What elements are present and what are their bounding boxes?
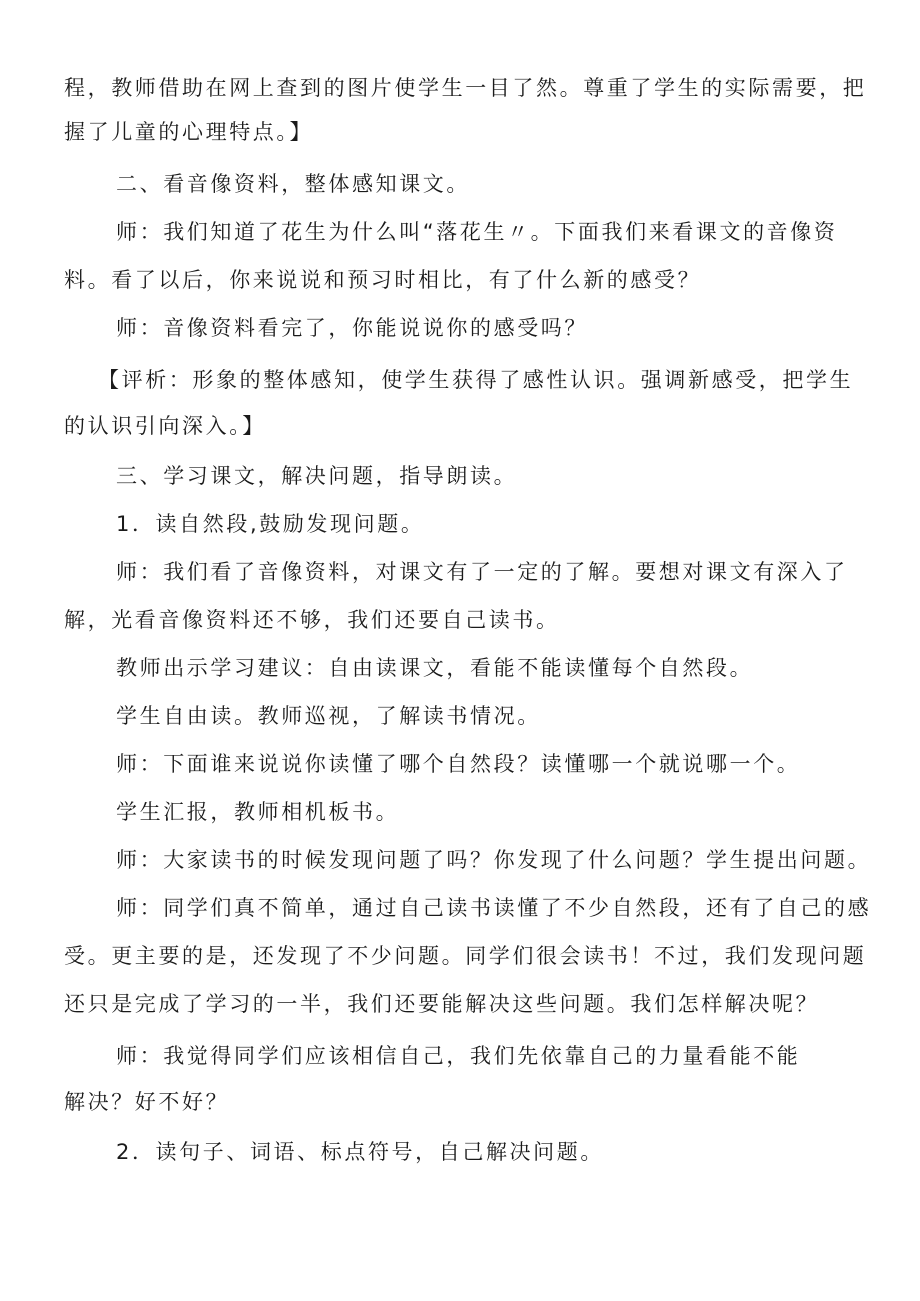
text-line: 解决？好不好？: [64, 1090, 230, 1114]
text-line: 师：同学们真不简单，通过自己读书读懂了不少自然段，还有了自己的感: [116, 896, 872, 920]
text-line: 【评析：形象的整体感知，使学生获得了感性认识。强调新感受，把学生: [98, 368, 854, 392]
text-line: 师：音像资料看完了，你能说说你的感受吗？: [116, 316, 588, 340]
text-line: 师：我们看了音像资料，对课文有了一定的了解。要想对课文有深入了: [116, 560, 848, 584]
text-line: 的认识引向深入。】: [64, 414, 266, 438]
text-line: 师：下面谁来说说你读懂了哪个自然段？读懂哪一个就说哪一个。: [116, 752, 801, 776]
text-line: 学生汇报，教师相机板书。: [116, 800, 400, 824]
text-line: 解，光看音像资料还不够，我们还要自己读书。: [64, 608, 560, 632]
text-line: 料。看了以后，你来说说和预习时相比，有了什么新的感受？: [64, 268, 702, 292]
text-line: 程，教师借助在网上查到的图片使学生一目了然。尊重了学生的实际需要，把: [64, 76, 867, 100]
subsection-heading: 2．读句子、词语、标点符号，自己解决问题。: [116, 1140, 604, 1164]
text-line: 师：我觉得同学们应该相信自己，我们先依靠自己的力量看能不能: [116, 1044, 801, 1068]
section-heading: 三、学习课文，解决问题，指导朗读。: [116, 464, 518, 488]
text-line: 师：大家读书的时候发现问题了吗？你发现了什么问题？学生提出问题。: [116, 848, 872, 872]
text-line: 还只是完成了学习的一半，我们还要能解决这些问题。我们怎样解决呢？: [64, 992, 820, 1016]
subsection-heading: 1．读自然段,鼓励发现问题。: [116, 512, 425, 536]
text-line: 教师出示学习建议：自由读课文，看能不能读懂每个自然段。: [116, 656, 754, 680]
text-line: 握了儿童的心理特点。】: [64, 120, 314, 144]
text-line: 学生自由读。教师巡视，了解读书情况。: [116, 704, 541, 728]
text-line: 师：我们知道了花生为什么叫“落花生〃。下面我们来看课文的音像资: [116, 220, 838, 244]
text-line: 受。更主要的是，还发现了不少问题。同学们很会读书！不过，我们发现问题: [64, 944, 867, 968]
section-heading: 二、看音像资料，整体感知课文。: [116, 172, 470, 196]
